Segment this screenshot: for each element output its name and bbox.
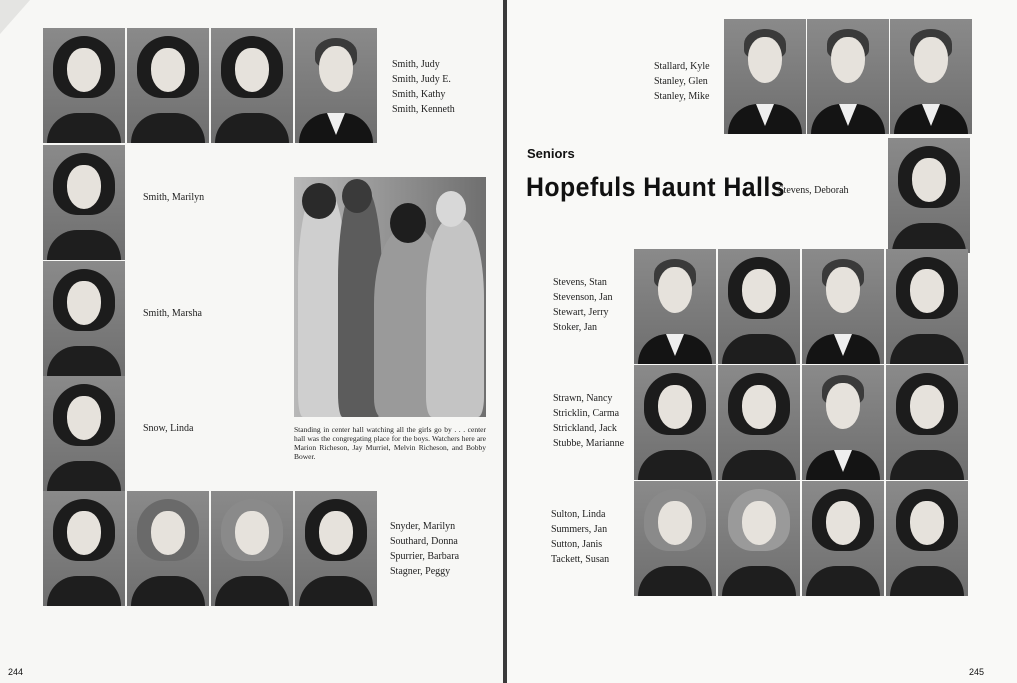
name-label: Stallard, Kyle — [654, 61, 710, 72]
portrait-stewart-jerry — [802, 249, 884, 364]
portrait-strickland-jack — [802, 365, 884, 480]
names-row-1 — [553, 275, 612, 335]
portrait-stevens-deborah — [888, 138, 970, 253]
names-top-right — [654, 59, 710, 104]
page-number-right: 245 — [969, 667, 985, 677]
portrait-snyder-marilyn — [43, 491, 125, 606]
name-label: Smith, Kenneth — [392, 104, 455, 115]
page-number-left: 244 — [8, 667, 24, 677]
names-deborah — [778, 183, 849, 198]
portrait-snow-linda — [43, 376, 125, 491]
name-label: Stagner, Peggy — [390, 566, 451, 577]
name-label: Smith, Judy E. — [392, 74, 451, 85]
names-row-3 — [551, 507, 609, 567]
names-bottom-row — [390, 519, 459, 579]
names-row-2 — [553, 391, 624, 451]
candid-photo-center-hall — [294, 177, 486, 417]
name-label: Sutton, Janis — [551, 539, 603, 550]
name-label: Stevenson, Jan — [553, 292, 613, 303]
name-label: Strickland, Jack — [553, 423, 617, 434]
name-label: Stubbe, Marianne — [553, 438, 625, 449]
name-label: Stanley, Glen — [654, 76, 708, 87]
section-label: Seniors — [527, 146, 575, 161]
portrait-stagner-peggy — [295, 491, 377, 606]
name-label: Stoker, Jan — [553, 322, 598, 333]
portrait-stanley-glen — [807, 19, 889, 134]
name-label: Stevens, Stan — [553, 277, 607, 288]
portrait-smith-kathy — [211, 28, 293, 143]
name-label: Summers, Jan — [551, 524, 608, 535]
name-label: Southard, Donna — [390, 536, 458, 547]
portrait-stricklin-carma — [718, 365, 800, 480]
portrait-smith-marilyn — [43, 145, 125, 260]
portrait-stevenson-jan — [718, 249, 800, 364]
name-label: Smith, Judy — [392, 59, 440, 70]
name-label: Strawn, Nancy — [553, 393, 613, 404]
folded-corner — [0, 0, 30, 34]
name-label: Sulton, Linda — [551, 509, 606, 520]
portrait-stubbe-marianne — [886, 365, 968, 480]
portrait-sutton-janis — [802, 481, 884, 596]
portrait-stevens-stan — [634, 249, 716, 364]
portrait-summers-jan — [718, 481, 800, 596]
portrait-stanley-mike — [890, 19, 972, 134]
page-headline: Hopefuls Haunt Halls — [526, 172, 786, 202]
portrait-spurrier-barbara — [211, 491, 293, 606]
portrait-strawn-nancy — [634, 365, 716, 480]
portrait-smith-marsha — [43, 261, 125, 376]
name-label: Smith, Marsha — [143, 308, 202, 319]
name-label: Stewart, Jerry — [553, 307, 609, 318]
portrait-southard-donna — [127, 491, 209, 606]
name-label: Stricklin, Carma — [553, 408, 620, 419]
names-linda — [143, 421, 193, 436]
portrait-stallard-kyle — [724, 19, 806, 134]
portrait-stoker-jan — [886, 249, 968, 364]
portrait-smith-judy — [43, 28, 125, 143]
name-label: Snow, Linda — [143, 423, 194, 434]
names-top-row — [392, 57, 455, 117]
portrait-smith-kenneth — [295, 28, 377, 143]
name-label: Tackett, Susan — [551, 554, 610, 565]
portrait-sulton-linda — [634, 481, 716, 596]
name-label: Smith, Marilyn — [143, 192, 205, 203]
names-marsha — [143, 306, 202, 321]
name-label: Smith, Kathy — [392, 89, 446, 100]
name-label: Spurrier, Barbara — [390, 551, 460, 562]
names-marilyn — [143, 190, 204, 205]
name-label: Stanley, Mike — [654, 91, 710, 102]
left-page — [0, 0, 503, 683]
portrait-tackett-susan — [886, 481, 968, 596]
name-label: Stevens, Deborah — [778, 185, 849, 196]
portrait-smith-judy-e — [127, 28, 209, 143]
name-label: Snyder, Marilyn — [390, 521, 456, 532]
photo-caption: Standing in center hall watching all the girls go by . . . center hall was the congregating place for the boys. Watchers here are Marion Richeson, Jay Murriel, Melvin Richeson, and Bobby Bower. — [294, 425, 486, 461]
right-page — [507, 0, 1017, 683]
